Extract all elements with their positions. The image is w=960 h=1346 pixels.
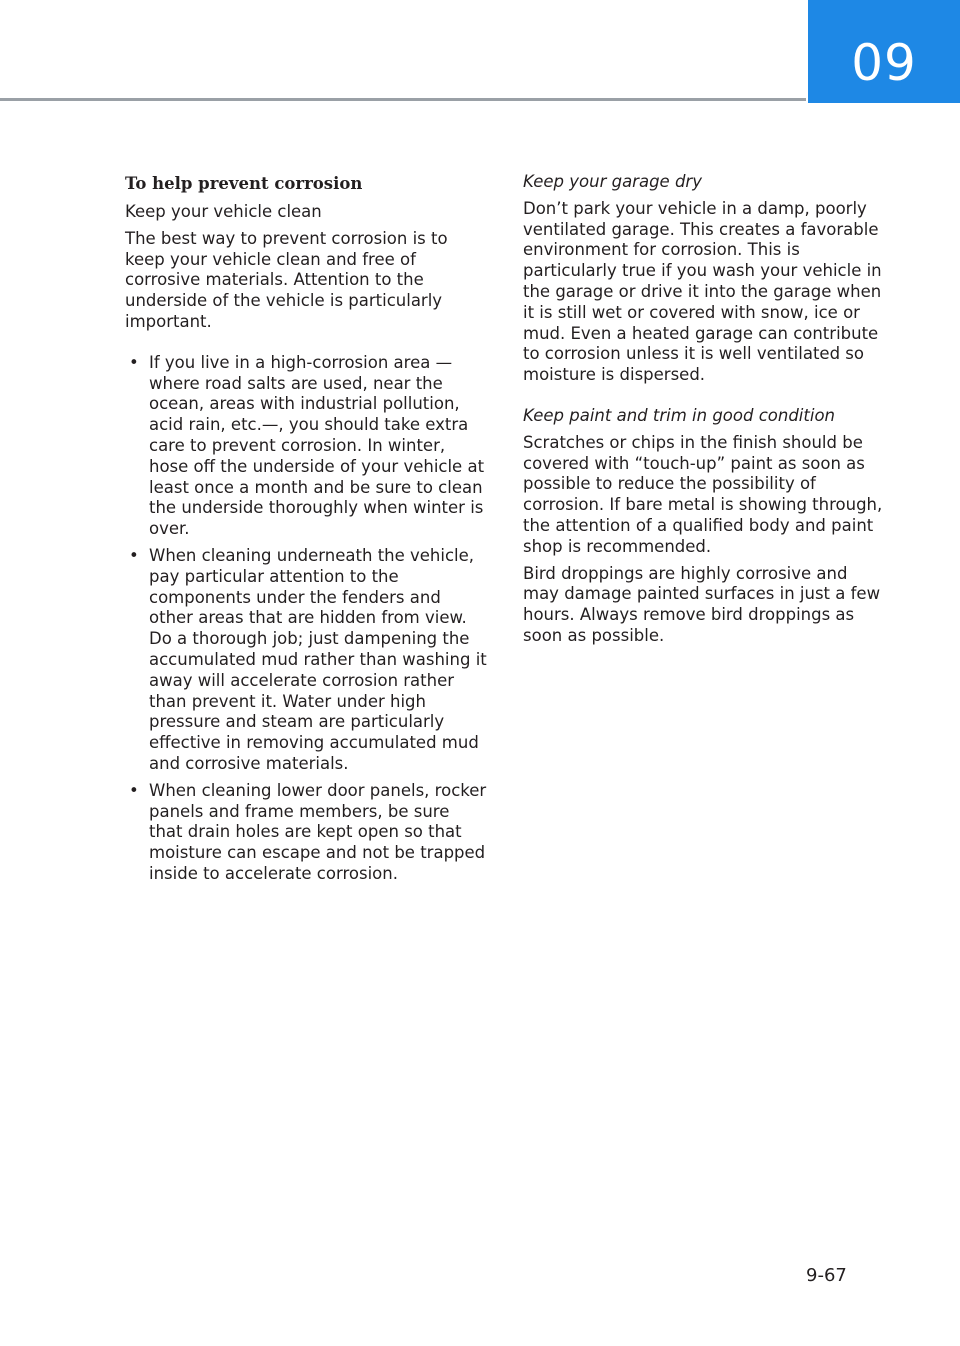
bullet-list (125, 353, 487, 885)
bullet-icon: • (129, 352, 139, 372)
list-item-text: If you live in a high-corrosion area — where road salts are used, near the ocean, areas with industrial pollution, acid rain, etc.—, you should take extra care to prevent corrosion. In winter, hose off the underside of your vehicle at least once a month and be sure to clean the underside thoroughly when winter is over. (149, 352, 485, 539)
right-column (523, 172, 885, 653)
list-item (125, 546, 487, 775)
intro-paragraph: The best way to prevent corrosion is to keep your vehicle clean and free of corrosive materials. Attention to the underside of the vehicle is particularly important. (125, 228, 448, 331)
subheading-garage-dry: Keep your garage dry (523, 172, 702, 191)
bullet-icon: • (129, 780, 139, 800)
garage-paragraph: Don’t park your vehicle in a damp, poorly ventilated garage. This creates a favorable environment for corrosion. This is particularly true if you wash your vehicle in the garage or drive it into the garage when it is still wet or covered with snow, ice or mud. Even a heated garage can contribute to corrosion unless it is well ventilated so moisture is dispersed. (523, 198, 882, 385)
paint-paragraph: Scratches or chips in the finish should be covered with “touch-up” paint as soon as possible to reduce the possibility of corrosion. If bare metal is showing through, the attention of a qualified body and paint shop is recommended. (523, 432, 883, 556)
page-number: 9-67 (806, 1265, 847, 1286)
list-item (125, 781, 487, 885)
header-rule (0, 98, 806, 101)
bullet-icon: • (129, 545, 139, 565)
subheading-keep-clean: Keep your vehicle clean (125, 202, 322, 221)
chapter-number: 09 (851, 34, 917, 92)
list-item (125, 353, 487, 540)
section-heading: To help prevent corrosion (125, 174, 363, 193)
left-column (125, 172, 487, 891)
chapter-tab (808, 0, 960, 103)
list-item-text: When cleaning lower door panels, rocker panels and frame members, be sure that drain holes are kept open so that moisture can escape and not be trapped inside to accelerate corrosion. (149, 780, 487, 883)
list-item-text: When cleaning underneath the vehicle, pay particular attention to the components under the fenders and other areas that are hidden from view. Do a thorough job; just dampening the accumulated mud rather than washing it away will accelerate corrosion rather than prevent it. Water under high pressure and steam are particularly effective in removing accumulated mud and corrosive materials. (149, 545, 487, 773)
bird-droppings-paragraph: Bird droppings are highly corrosive and may damage painted surfaces in just a few hours. Always remove bird droppings as soon as possible. (523, 563, 881, 645)
subheading-paint-trim: Keep paint and trim in good condition (523, 405, 835, 425)
